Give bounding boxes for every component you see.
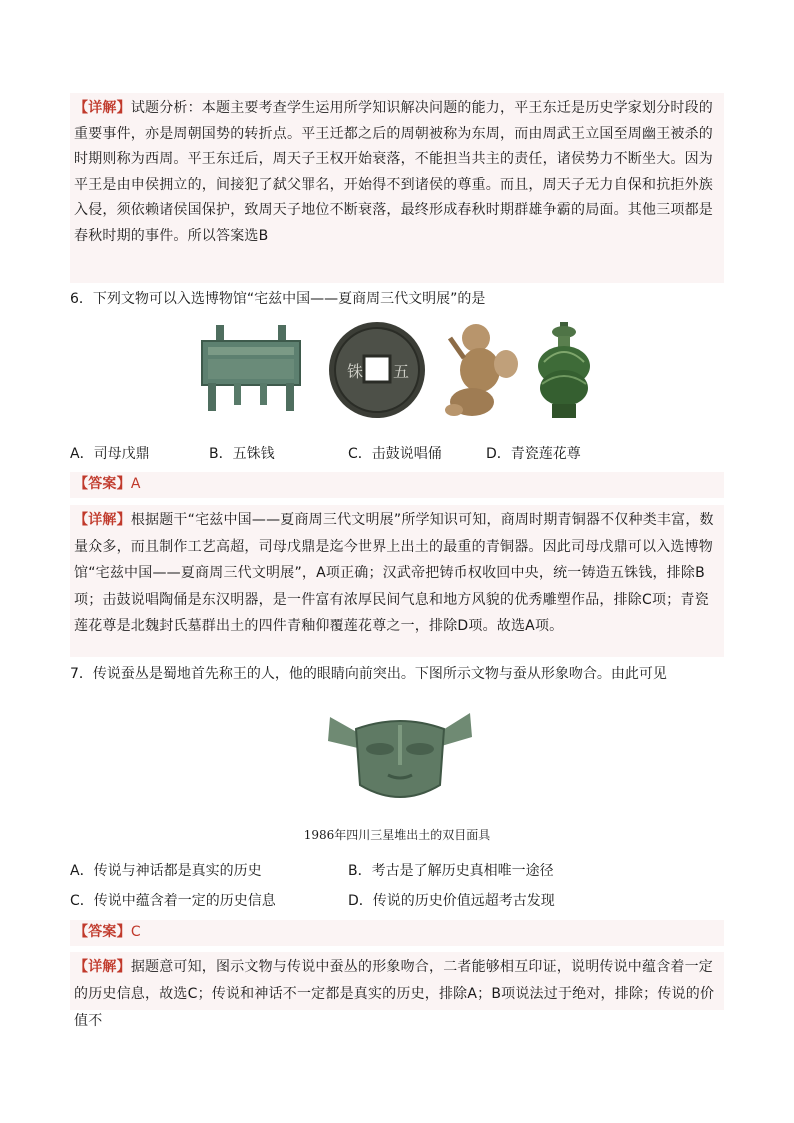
simuwu-ding-image [194,323,308,415]
q6-question: 6．下列文物可以入选博物馆“宅兹中国——夏商周三代文明展”的是 [70,291,486,307]
lotus-celadon-vessel-image [534,322,594,420]
q6-detail-block [70,505,724,657]
q5-detail-block [70,93,724,283]
q7-option-d[interactable]: D．传说的历史价值远超考古发现 [348,893,555,909]
drummer-figurine-image [442,318,524,422]
q7-options-row2 [70,891,724,911]
q6-options [70,444,724,464]
q7-detail-block [70,952,724,1029]
q6-answer-block [70,472,724,498]
q7-detail-text: 据题意可知，图示文物与传说中蚕丛的形象吻合，二者能够相互印证，说明传说中蕴含着一定的历史信息，故选C；传说和神话不一定都是真实的历史，排除A；B项说法过于绝对，排除；传说的价值不 [74,959,715,1029]
detail-tag: 【详解】 [74,100,131,116]
q5-detail-text: 试题分析：本题主要考查学生运用所学知识解决问题的能力，平王东迁是历史学家划分时段的重要事件，亦是周朝国势的转折点。平王迁都之后的周朝被称为东周，而由周武王立国至周幽王被杀的时期则称为西周。平王东迁后，周天子王权开始衰落，不能担当共主的责任，诸侯势力不断坐大。因为平王是由申侯拥立的，间接犯了弑父罪名，开始得不到诸侯的尊重。而且，周天子无力自保和抗拒外族入侵，须依赖诸侯国保护，致周天子地位不断衰落，最终形成春秋时期群雄争霸的局面。其他三项都是春秋时期的事件。所以答案选B [74,100,714,244]
q7-options-row1 [70,861,724,881]
answer-tag: 【答案】 [74,476,131,492]
coin-char-wu: 五 [393,362,410,381]
coin-char-zhu: 铢 [347,362,364,381]
detail-tag: 【详解】 [74,512,131,528]
q6-option-a[interactable]: A．司母戊鼎 [70,446,150,462]
q6-option-b[interactable]: B．五铢钱 [209,446,275,462]
sanxingdui-mask-image [322,705,478,809]
q7-option-a[interactable]: A．传说与神话都是真实的历史 [70,863,262,879]
q6-option-d[interactable]: D．青瓷莲花尊 [486,446,581,462]
q7-option-b[interactable]: B．考古是了解历史真相唯一途径 [348,863,554,879]
q6-option-c[interactable]: C．击鼓说唱俑 [348,446,442,462]
wuzhu-coin-image [327,320,427,420]
q6-detail-text: 根据题干“宅兹中国——夏商周三代文明展”所学知识可知，商周时期青铜器不仅种类丰富，数量众多，而且制作工艺高超，司母戊鼎是迄今世界上出土的最重的青铜器。因此司母戊鼎可以入选博物馆“宅兹中国——夏商周三代文明展”，A项正确；汉武帝把铸币权收回中央，统一铸造五铢钱，排除B项；击鼓说唱陶俑是东汉明器，是一件富有浓厚民间气息和地方风貌的优秀雕塑作品，排除C项；青瓷莲花尊是北魏封氏墓群出土的四件青釉仰覆莲花尊之一，排除D项。故选A项。 [74,512,714,635]
q7-option-c[interactable]: C．传说中蕴含着一定的历史信息 [70,893,276,909]
q7-question: 7．传说蚕丛是蜀地首先称王的人，他的眼睛向前突出。下图所示文物与蚕从形象吻合。由此可见 [70,666,667,682]
q7-image-caption: 1986年四川三星堆出土的双目面具 [303,828,491,842]
q6-answer: A [130,476,141,492]
detail-tag: 【详解】 [74,959,131,975]
answer-tag: 【答案】 [74,924,131,940]
q7-answer: C [130,924,141,940]
q7-answer-block [70,920,724,946]
